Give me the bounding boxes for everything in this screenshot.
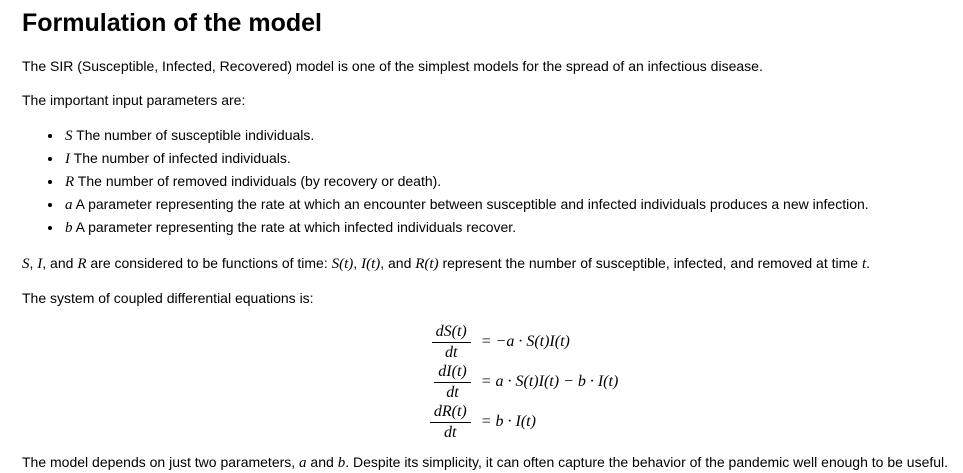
- list-item-R: [63, 170, 955, 193]
- fraction-numerator: dR(t): [430, 403, 471, 423]
- bullet-text: A parameter representing the rate at which an encounter between susceptible and infected individuals produces a new infection.: [72, 196, 869, 212]
- bullet-text: The number of infected individuals.: [70, 150, 291, 166]
- parameter-list: [22, 124, 955, 239]
- bullet-text: The number of susceptible individuals.: [72, 127, 315, 143]
- math-var-S: S: [65, 128, 73, 144]
- fraction: [430, 403, 471, 442]
- equation-dS-dt: [387, 322, 619, 362]
- equation-lhs: [387, 363, 471, 402]
- params-heading: The important input parameters are:: [22, 92, 246, 108]
- bullet-text: The number of removed individuals (by recovery or death).: [74, 173, 442, 189]
- equation-lhs: [387, 323, 471, 362]
- fraction: [432, 323, 471, 362]
- fraction-denominator: dt: [444, 343, 458, 361]
- equation-dI-dt: [387, 362, 619, 402]
- fraction-numerator: dI(t): [434, 363, 470, 383]
- equation-lhs: [387, 403, 471, 442]
- list-item-S: [63, 124, 955, 147]
- math-var-a: a: [65, 197, 73, 213]
- fraction-numerator: dS(t): [432, 323, 471, 343]
- fraction-denominator: dt: [444, 423, 457, 441]
- equation-dR-dt: [387, 402, 619, 442]
- equation-rhs: = b · I(t): [480, 413, 536, 430]
- bullet-text: A parameter representing the rate at which infected individuals recover.: [72, 219, 517, 235]
- math-var-I: I: [65, 151, 70, 167]
- fraction: [434, 363, 470, 402]
- math-var-b: b: [65, 220, 73, 236]
- equation-rhs: = −a · S(t)I(t): [480, 333, 570, 350]
- intro-paragraph: The SIR (Susceptible, Infected, Recovered) model is one of the simplest models for the spread of an infectious disease.: [22, 58, 763, 74]
- list-item-I: [63, 147, 955, 170]
- page-title: Formulation of the model: [22, 9, 322, 37]
- equation-block: [387, 322, 619, 442]
- system-heading: The system of coupled differential equations is:: [22, 290, 314, 306]
- closing-paragraph: The model depends on just two parameters, a and b. Despite its simplicity, it can often capture the behavior of the pandemic well enough to be useful.: [22, 454, 949, 471]
- equation-rhs: = a · S(t)I(t) − b · I(t): [480, 373, 619, 390]
- list-item-b: [63, 216, 955, 239]
- functions-paragraph: S, I, and R are considered to be functions of time: S(t), I(t), and R(t) represent the number of susceptible, infected, and removed at time t.: [22, 255, 870, 272]
- fraction-denominator: dt: [446, 383, 459, 401]
- math-var-R: R: [65, 174, 75, 190]
- list-item-a: [63, 193, 955, 216]
